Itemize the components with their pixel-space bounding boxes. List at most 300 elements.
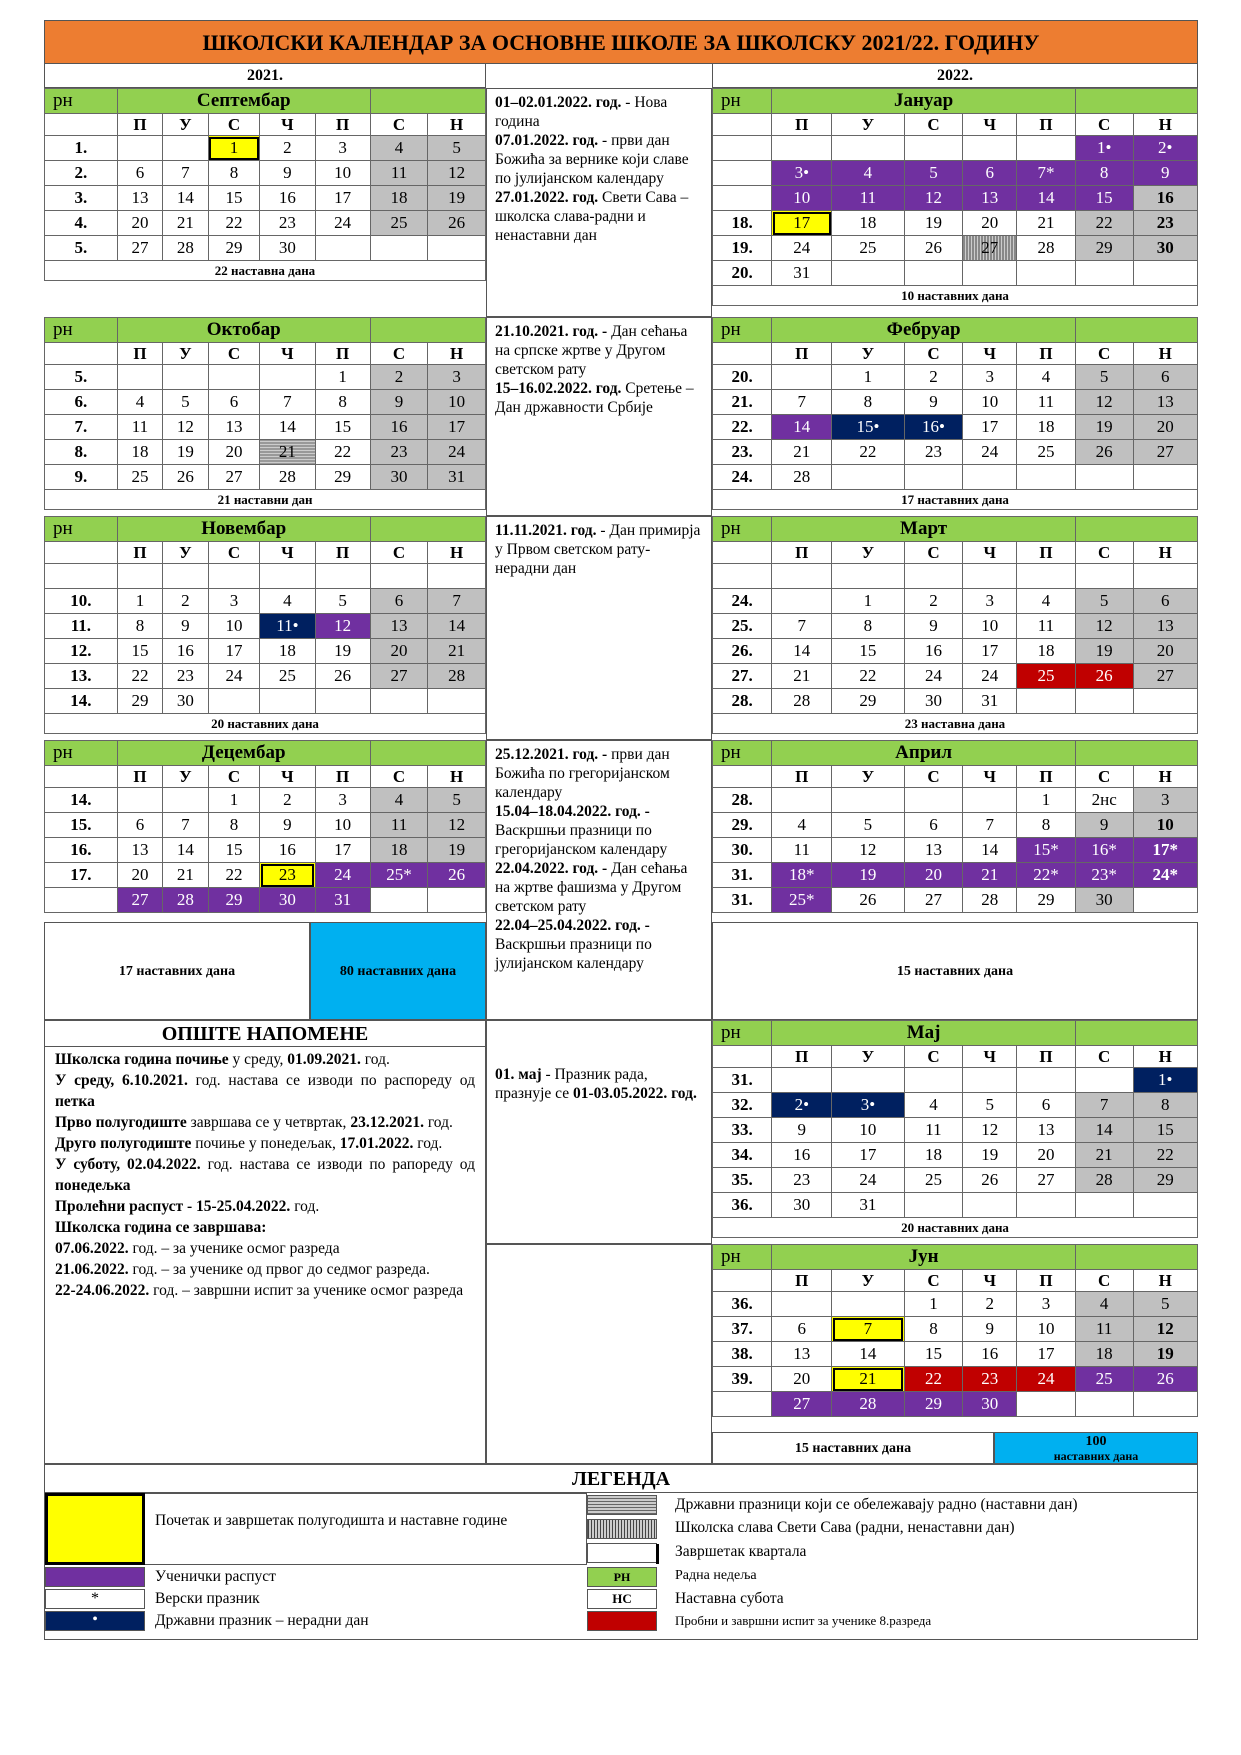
day-cell: 4	[1017, 589, 1076, 614]
day-cell: 17	[428, 415, 486, 440]
day-cell: 2	[260, 136, 315, 161]
week-number: 21.	[713, 390, 772, 415]
day-cell: 6	[963, 161, 1017, 186]
day-cell	[208, 365, 260, 390]
day-cell: 24	[963, 664, 1017, 689]
day-cell: 5	[904, 161, 963, 186]
day-cell	[963, 788, 1017, 813]
day-cell: 2	[370, 365, 428, 390]
day-name: С	[904, 766, 963, 788]
day-cell	[1017, 261, 1076, 286]
week-number: 37.	[713, 1317, 772, 1342]
day-cell: 9	[904, 390, 963, 415]
day-name: П	[1017, 1270, 1076, 1292]
month-table	[44, 516, 486, 734]
notes-may	[486, 1020, 712, 1244]
day-cell	[117, 365, 162, 390]
week-number: 9.	[45, 465, 118, 490]
day-cell: 22	[208, 863, 260, 888]
day-name: С	[1075, 542, 1133, 564]
day-name: Ч	[260, 114, 315, 136]
day-cell: 12	[428, 161, 486, 186]
day-cell	[1017, 1392, 1076, 1417]
day-cell: 25	[260, 664, 315, 689]
week-number: 13.	[45, 664, 118, 689]
note-date: 22.04–25.04.2022. год. -	[495, 917, 650, 934]
day-cell: 29	[1017, 888, 1076, 913]
day-cell: 31	[832, 1193, 904, 1218]
general-notes	[44, 1020, 486, 1464]
day-cell	[428, 888, 486, 913]
week-number: 6.	[45, 390, 118, 415]
day-name: П	[117, 343, 162, 365]
day-cell: 11	[1075, 1317, 1133, 1342]
day-cell	[1133, 1392, 1198, 1417]
day-name: У	[832, 343, 904, 365]
month-table	[712, 516, 1198, 734]
note-date: 15.04–18.04.2022. год. -	[495, 803, 650, 820]
month-september	[44, 88, 486, 281]
day-cell: 23	[1133, 211, 1198, 236]
day-cell: 22	[832, 440, 904, 465]
day-cell: 6	[772, 1317, 832, 1342]
day-cell: 8	[1075, 161, 1133, 186]
day-cell	[315, 689, 370, 714]
day-cell: 29	[904, 1392, 963, 1417]
day-cell: 28	[260, 465, 315, 490]
day-cell: 27	[117, 888, 162, 913]
week-number	[713, 136, 772, 161]
note-date: 01-03.05.2022. год.	[572, 1085, 697, 1102]
month-june	[712, 1244, 1198, 1417]
week-number: 10.	[45, 589, 118, 614]
month-table	[712, 1020, 1198, 1238]
day-cell	[1017, 136, 1076, 161]
day-cell: 10	[315, 813, 370, 838]
week-number: 5.	[45, 365, 118, 390]
day-cell: 6	[1017, 1093, 1076, 1118]
week-number	[713, 564, 772, 589]
day-cell: 8	[208, 161, 260, 186]
month-name: Фебруар	[772, 318, 1076, 343]
week-number	[45, 564, 118, 589]
day-cell: 21	[772, 440, 832, 465]
day-cell: 18	[832, 211, 904, 236]
day-cell: 11•	[260, 614, 315, 639]
day-cell	[904, 1193, 963, 1218]
day-name: П	[772, 766, 832, 788]
day-cell	[1075, 564, 1133, 589]
day-name: П	[1017, 343, 1076, 365]
month-name: Мај	[772, 1021, 1076, 1046]
day-cell: 6	[1133, 365, 1198, 390]
day-cell: 15	[1075, 186, 1133, 211]
day-name: П	[772, 1270, 832, 1292]
day-cell: 23	[370, 440, 428, 465]
month-january	[712, 88, 1198, 306]
day-cell: 9	[904, 614, 963, 639]
day-name: С	[370, 114, 428, 136]
day-cell: 23	[772, 1168, 832, 1193]
note-text: - Нова година	[495, 94, 668, 130]
day-cell: 12	[428, 813, 486, 838]
day-cell: 26	[904, 236, 963, 261]
day-cell: 22	[315, 440, 370, 465]
day-name: С	[1075, 343, 1133, 365]
day-cell: 15	[315, 415, 370, 440]
day-cell: 27	[117, 236, 162, 261]
day-cell	[1075, 1392, 1133, 1417]
day-cell: 7	[963, 813, 1017, 838]
day-name: Н	[428, 114, 486, 136]
day-cell: 17	[963, 415, 1017, 440]
day-cell	[260, 564, 315, 589]
day-name: Ч	[963, 343, 1017, 365]
day-cell: 5	[163, 390, 208, 415]
day-cell	[772, 564, 832, 589]
day-cell: 20	[1017, 1143, 1076, 1168]
day-cell	[260, 365, 315, 390]
day-cell	[163, 365, 208, 390]
year-total-label: наставних дана	[1053, 1449, 1139, 1463]
day-cell: 9	[963, 1317, 1017, 1342]
day-cell	[772, 589, 832, 614]
day-cell: 13	[1017, 1118, 1076, 1143]
day-cell: 2	[963, 1292, 1017, 1317]
day-name: С	[1075, 114, 1133, 136]
day-cell: 30	[772, 1193, 832, 1218]
day-cell: 16	[904, 639, 963, 664]
day-cell: 14	[1075, 1118, 1133, 1143]
note-text: - Дан примирја у Првом светском рату-нерадни дан	[495, 522, 701, 577]
day-cell	[1133, 465, 1198, 490]
week-number: 30.	[713, 838, 772, 863]
month-table	[44, 317, 486, 510]
day-name: У	[832, 1046, 904, 1068]
day-cell: 20	[208, 440, 260, 465]
day-name: Н	[428, 542, 486, 564]
note-date: 01–02.01.2022. год.	[495, 94, 622, 111]
day-cell: 4	[904, 1093, 963, 1118]
day-cell: 21	[1075, 1143, 1133, 1168]
day-cell	[772, 788, 832, 813]
day-cell	[370, 236, 428, 261]
day-cell: 29	[208, 236, 260, 261]
legend-ns: Наставна субота	[675, 1590, 784, 1607]
day-cell: 4	[772, 813, 832, 838]
week-number: 2.	[45, 161, 118, 186]
day-cell	[904, 136, 963, 161]
week-number: 12.	[45, 639, 118, 664]
general-note-line: 21.06.2022. год. – за ученике од првог до седмог разреда.	[55, 1261, 430, 1278]
day-cell: 16•	[904, 415, 963, 440]
day-cell	[370, 888, 428, 913]
day-name: Ч	[260, 542, 315, 564]
day-cell: 8	[1133, 1093, 1198, 1118]
note-date: 25.12.2021. год. -	[495, 746, 608, 763]
day-cell: 25*	[370, 863, 428, 888]
day-cell: 2•	[1133, 136, 1198, 161]
day-cell: 31	[963, 689, 1017, 714]
day-cell: 19	[904, 211, 963, 236]
day-cell: 17	[963, 639, 1017, 664]
day-cell: 4	[370, 788, 428, 813]
day-cell	[832, 564, 904, 589]
day-cell: 12	[1075, 614, 1133, 639]
month-name: Новембар	[117, 517, 370, 542]
day-name: С	[208, 766, 260, 788]
month-footer: 23 наставна дана	[713, 714, 1198, 734]
day-cell: 18	[1017, 639, 1076, 664]
week-number: 22.	[713, 415, 772, 440]
week-number: 14.	[45, 689, 118, 714]
day-cell	[772, 365, 832, 390]
day-cell: 15	[208, 838, 260, 863]
day-cell: 12	[963, 1118, 1017, 1143]
day-cell	[428, 689, 486, 714]
day-cell	[904, 1068, 963, 1093]
week-number: 35.	[713, 1168, 772, 1193]
day-cell: 22	[208, 211, 260, 236]
day-cell: 21	[963, 863, 1017, 888]
day-name: Ч	[963, 1270, 1017, 1292]
day-cell	[117, 136, 162, 161]
note-text: Васкршњи празници по грегоријанском календару	[495, 822, 668, 858]
general-note-line: Прво полугодиште завршава се у четвртак, 23.12.2021. год.	[55, 1114, 453, 1131]
day-cell: 14	[428, 614, 486, 639]
legend-rn-swatch: РН	[587, 1567, 657, 1587]
day-cell: 28	[772, 689, 832, 714]
day-cell	[832, 788, 904, 813]
day-cell: 20	[117, 863, 162, 888]
year-total	[994, 1432, 1198, 1464]
month-table	[712, 1244, 1198, 1417]
day-name: Ч	[963, 1046, 1017, 1068]
day-cell: 28	[832, 1392, 904, 1417]
first-semester-total: 80 наставних дана	[310, 922, 486, 1020]
day-cell: 19	[428, 838, 486, 863]
legend-state-holiday: Државни празник – нерадни дан	[155, 1612, 369, 1629]
day-cell: 3	[428, 365, 486, 390]
day-cell: 21	[1017, 211, 1076, 236]
day-cell: 2•	[772, 1093, 832, 1118]
day-name: Ч	[963, 542, 1017, 564]
month-footer: 20 наставних дана	[713, 1218, 1198, 1238]
note-date: 11.11.2021. год.	[495, 522, 597, 539]
week-number: 14.	[45, 788, 118, 813]
day-cell: 15	[1133, 1118, 1198, 1143]
rn-label: рн	[713, 741, 772, 766]
day-cell: 10	[963, 614, 1017, 639]
day-cell: 25	[117, 465, 162, 490]
day-cell: 3	[963, 589, 1017, 614]
day-cell: 17	[832, 1143, 904, 1168]
note-text: Дан сећања на жртве фашизма у Другом светском рату	[495, 860, 688, 915]
day-cell: 4	[1017, 365, 1076, 390]
day-cell: 19	[315, 639, 370, 664]
day-cell: 20	[772, 1367, 832, 1392]
day-cell: 15*	[1017, 838, 1076, 863]
day-cell: 5	[832, 813, 904, 838]
day-cell: 14	[772, 639, 832, 664]
day-cell: 5	[1075, 365, 1133, 390]
month-april	[712, 740, 1198, 913]
day-cell: 26	[963, 1168, 1017, 1193]
day-cell: 31	[315, 888, 370, 913]
month-february	[712, 317, 1198, 510]
day-cell: 17	[315, 186, 370, 211]
day-cell: 17*	[1133, 838, 1198, 863]
day-cell	[963, 465, 1017, 490]
day-cell	[315, 236, 370, 261]
day-cell	[163, 788, 208, 813]
day-cell: 27	[1133, 440, 1198, 465]
day-cell: 16	[1133, 186, 1198, 211]
day-cell: 24	[1017, 1367, 1076, 1392]
day-cell: 10	[428, 390, 486, 415]
week-number: 34.	[713, 1143, 772, 1168]
day-cell: 2	[904, 365, 963, 390]
day-name: Н	[428, 343, 486, 365]
week-number: 29.	[713, 813, 772, 838]
day-cell: 7	[260, 390, 315, 415]
day-cell: 25	[370, 211, 428, 236]
day-name: С	[1075, 1270, 1133, 1292]
day-cell: 1	[832, 365, 904, 390]
day-cell: 22	[1075, 211, 1133, 236]
day-cell: 10	[1133, 813, 1198, 838]
day-cell: 25*	[772, 888, 832, 913]
calendar-page	[44, 20, 1198, 1640]
notes-jan	[486, 88, 712, 317]
day-name: С	[208, 343, 260, 365]
day-cell	[1133, 1193, 1198, 1218]
day-cell: 11	[832, 186, 904, 211]
day-cell: 14	[260, 415, 315, 440]
day-cell	[1017, 1068, 1076, 1093]
day-cell: 15	[832, 639, 904, 664]
day-cell: 8	[904, 1317, 963, 1342]
day-cell: 29	[208, 888, 260, 913]
day-cell: 11	[1017, 614, 1076, 639]
day-name: С	[370, 542, 428, 564]
day-cell: 28	[772, 465, 832, 490]
general-notes-title: ОПШТЕ НАПОМЕНЕ	[45, 1021, 485, 1047]
month-october	[44, 317, 486, 510]
day-cell: 20	[963, 211, 1017, 236]
day-cell: 13	[208, 415, 260, 440]
month-table	[44, 88, 486, 281]
day-cell: 4	[370, 136, 428, 161]
month-footer: 20 наставних дана	[45, 714, 486, 734]
day-cell: 13	[1133, 614, 1198, 639]
day-cell: 5	[428, 788, 486, 813]
day-cell: 10	[315, 161, 370, 186]
notes-oct-feb	[486, 317, 712, 516]
legend-religious-swatch: *	[45, 1589, 145, 1609]
rn-label: рн	[713, 318, 772, 343]
legend-break: Ученички распуст	[155, 1568, 276, 1585]
day-cell: 8	[117, 614, 162, 639]
week-number	[713, 161, 772, 186]
day-cell	[963, 1193, 1017, 1218]
rn-label: рн	[713, 1021, 772, 1046]
day-cell	[1133, 888, 1198, 913]
day-name: Н	[428, 766, 486, 788]
day-name: П	[315, 343, 370, 365]
day-cell: 6	[208, 390, 260, 415]
day-name: П	[315, 542, 370, 564]
day-name: С	[904, 542, 963, 564]
day-name: С	[208, 542, 260, 564]
week-number: 25.	[713, 614, 772, 639]
day-cell: 19	[428, 186, 486, 211]
day-cell: 11	[117, 415, 162, 440]
day-cell: 19	[163, 440, 208, 465]
day-cell: 6	[117, 161, 162, 186]
day-name: У	[832, 766, 904, 788]
day-name: П	[772, 1046, 832, 1068]
day-name: Н	[1133, 343, 1198, 365]
month-may	[712, 1020, 1198, 1238]
day-cell	[163, 564, 208, 589]
day-cell: 16	[370, 415, 428, 440]
day-name: Н	[1133, 766, 1198, 788]
day-cell: 7	[1075, 1093, 1133, 1118]
day-cell: 11	[370, 813, 428, 838]
day-cell: 8	[832, 614, 904, 639]
day-cell	[832, 261, 904, 286]
week-number	[713, 1392, 772, 1417]
day-cell: 3	[315, 136, 370, 161]
june-footer: 15 наставних дана	[712, 1432, 994, 1464]
day-name: Н	[1133, 1270, 1198, 1292]
note-date: 22.04.2022. год. -	[495, 860, 608, 877]
day-cell: 24	[904, 664, 963, 689]
day-cell	[904, 564, 963, 589]
day-cell: 3	[208, 589, 260, 614]
day-cell: 22	[832, 664, 904, 689]
day-name: У	[832, 114, 904, 136]
day-cell: 24*	[1133, 863, 1198, 888]
day-cell: 8	[1017, 813, 1076, 838]
day-cell: 22*	[1017, 863, 1076, 888]
day-cell	[904, 261, 963, 286]
day-cell: 12	[1075, 390, 1133, 415]
day-cell: 9	[163, 614, 208, 639]
day-cell: 3	[1017, 1292, 1076, 1317]
month-name: Септембар	[117, 89, 370, 114]
day-name: С	[208, 114, 260, 136]
day-cell: 1	[904, 1292, 963, 1317]
day-cell: 7	[772, 614, 832, 639]
month-name: Октобар	[117, 318, 370, 343]
day-cell: 31	[428, 465, 486, 490]
day-cell: 27	[963, 236, 1017, 261]
day-cell: 14	[832, 1342, 904, 1367]
month-november	[44, 516, 486, 734]
day-cell: 29	[117, 689, 162, 714]
legend-title: ЛЕГЕНДА	[45, 1465, 1197, 1493]
day-cell: 13	[1133, 390, 1198, 415]
week-number	[45, 888, 118, 913]
year-2021-header: 2021.	[44, 64, 486, 88]
week-number: 36.	[713, 1292, 772, 1317]
day-cell: 22	[904, 1367, 963, 1392]
day-cell: 1	[832, 589, 904, 614]
rn-label: рн	[45, 741, 118, 766]
day-name: С	[904, 343, 963, 365]
